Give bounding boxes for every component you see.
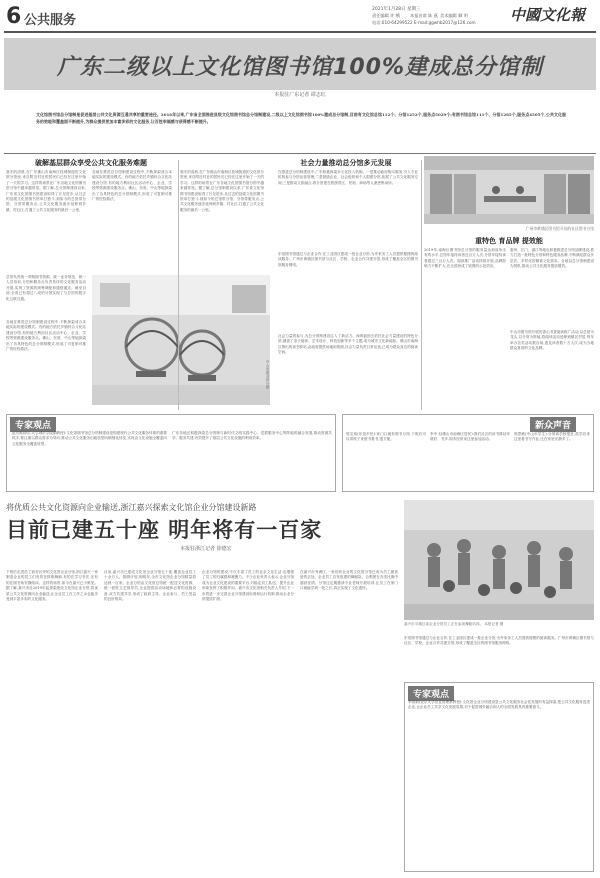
section-name: 公共服务: [24, 13, 77, 28]
header-rule: [4, 31, 596, 33]
layout-line: 美术编辑 卿 明: [440, 13, 468, 18]
col1-text-d: 各地在推进总分馆制建设过程中,不断探索适合本地实际的建设模式。有的地方依托乡镇综合文化站建设分馆,有的地方利用社区活动中心、企业、学校等资源建设服务点。佛山、东莞、中山等地探索出了各具特色的总分馆制模式,形成了可复制可推广的经验做法。: [6, 320, 86, 352]
expert-label-1: 专家观点: [10, 417, 56, 432]
date-line: 2021年1月28日 星期三: [372, 7, 421, 12]
col1-text-b: 各地在推进总分馆制建设过程中,不断探索适合本地实际的建设模式。有的地方依托乡镇综合文化站建设分馆,有的地方利用社区活动中心、企业、学校等资源建设服务点。佛山、东莞、中山等地探索出了各具特色的总分馆制模式,形成了可复制可推广的经验做法。: [92, 170, 172, 202]
col4-heading: 重特色 育品牌 提效能: [475, 237, 543, 245]
story2-title: 目前已建五十座 明年将有一百家: [6, 517, 323, 542]
reading-room-caption: 广州市黄埔区图书馆开设的社区图书分馆: [525, 226, 594, 231]
reading-room-photo: [424, 156, 594, 224]
story2-col3: 企业分馆的建设,不仅丰富了员工的业余文化生活,也增强了员工的归属感和凝聚力。不少企业负责人表示,企业分馆成为企业文化建设的重要平台,对稳定员工队伍、提升企业形象发挥了积极作用。嘉兴市文化馆相关负责人介绍,下一步将进一步完善企业分馆建设标准和运行机制,推动企业分馆提质扩面。: [202, 570, 294, 602]
col4-text-a: 2019年,南海区图书馆总分馆的服务量达到前所未有的水平,总馆年接待读者近百万人次,分馆年接待读者超过三百万人次。阅读推广活动持续开展,品牌影响力不断扩大,在全国形成了较强的示范效应。: [424, 248, 506, 269]
col2-heading: 社会力量推动总分馆多元发展: [300, 159, 392, 167]
reading-room-image: [424, 156, 594, 224]
col-divider-1: [178, 160, 179, 410]
expert-label-2: 专家观点: [408, 686, 454, 701]
story2-col2: 目前,嘉兴市已建成文化馆企业分馆五十座,覆盖企业员工十余万人。按照计划,到明年,全市文化馆企业分馆数量将达到一百家。企业分馆由文化馆总馆统一配送文化资源、统一派驻文艺指导员,企业提供活动场地和必要的设施设备,双方共建共享,形成了政府主导、企业参与、员工受益的良好格局。: [104, 570, 196, 602]
expert-text-2: 李国新(北京大学信息管理系教授):文化馆企业分馆建设是公共文化服务社会化发展的有益探索,把公共文化服务送进企业,让企业员工共享文化发展成果,对于促进城乡融合和人的全面发展具有重要意义。: [408, 700, 590, 710]
editor-line: 责任编辑 许 峨: [372, 13, 400, 18]
library-photo: [92, 275, 270, 405]
col4-text-c: 中山市图书馆开展的香山书香阅读推广活动,以总馆为龙头,以分馆为阵地,将阅读活动延伸到镇区村居,每年举办各类活动数百场,惠及读者数十万人次,成为当地群众喜爱的文化品牌。: [510, 330, 594, 351]
dance-photo-caption: 嘉兴市平湖区某企业分馆员工正在参加舞蹈培训。 本报记者 摄: [404, 622, 504, 626]
page-number: 6: [6, 4, 22, 29]
main-byline: 本报驻广东记者 谭志红: [274, 92, 326, 98]
news-text-c: 郭思敏(中山市学生):分馆离学校很近,放学后来这里看书写作业,比在家里安静多了。: [514, 432, 590, 442]
news-label: 新众声音: [530, 417, 576, 432]
expert-text-1a: 赵宗熙(浙江大学城市学院副教授):文化馆图书馆总分馆制建设是构建现代公共文化服务体系的重要抓手,要注重以群众需求为导向,推动公共文化服务由粗放型向精细化转变,实现由文化设施全覆盖向文化服务全覆盖转型。: [12, 431, 167, 446]
news-text-a: 郭宝伟(东莞市民):家门口就有图书分馆,下班后可以带孩子来借书看书,很方便。: [346, 432, 426, 442]
story2-byline: 本报驻浙江记者 徐德宏: [180, 546, 232, 552]
lead-paragraph: 文化馆图书馆总分馆制是促进基层公共文化资源互通共享的重要途径。2016年以来,广东省全面推进县级文化馆图书馆总分馆制建设,二级以上文化馆图书馆100%建成总分馆制,目前有文化馆总馆112个、分馆1252个,服务点5029个;有图书馆总馆111个、分馆1285个,服务点4505个,公共文化服务的效能和覆盖面不断提升,为群众提供更加丰富多彩的文化服务,让百姓幸福感与获得感不断提升。: [36, 112, 566, 124]
library-photo-caption: 中山市图书馆分馆: [266, 360, 270, 389]
masthead-logo: 中國文化報: [510, 6, 586, 24]
review-line: 本报首席 陈 燕: [410, 13, 438, 18]
story2-col1: 下班后走进员工宿舍区旁的文化馆企业分馆,浙江嘉兴一家制造企业的员工们有的在排练舞蹈,有的在学习书法,还有的在图书角安静阅读。这样的场景,如今在嘉兴已不鲜见。据了解,嘉兴市自2019年起探索建设文化馆企业分馆,将优质公共文化资源向企业输送,让企业员工在工作之余也能享受到丰富多彩的文化服务。: [6, 570, 98, 602]
news-text-b: 李中飞(佛山市南海区居民):我们社区的读书驿站环境好、书多,周末经常来这里参加活动。: [430, 432, 510, 442]
col1-text-a: 寒冬的清晨,在广东佛山市南海区桂城街道的文化馆分馆里,来自附近村社的居民们已经在这里开始了一天的学习。这样的场景在广东各地文化馆图书馆分馆中越来越常见。据了解,总分馆制建设以来,广东省文化馆图书馆建设取得了长足进步,从过去的县级文化馆图书馆单打独斗,到如今的总馆带分馆、分馆带服务点,公共文化服务逐步延伸到乡镇、村社区,打通了公共文化服务的最后一公里。: [6, 170, 86, 212]
story2-kicker: 将优质公共文化资源向企业输送,浙江嘉兴探索文化馆企业分馆建设新路: [6, 503, 257, 512]
col4-text-b: 惠州、江门、湛江等地也积极推进总分馆品牌建设,着力打造一批特色分馆和特色服务品牌,不断满足群众多层次、多样化的精神文化需求。各地以总分馆制建设为契机,推动公共文化服务提质增效。: [510, 248, 594, 269]
main-title: 广东二级以上文化馆图书馆100%建成总分馆制: [57, 55, 543, 80]
col1-heading: 破解基层群众享受公共文化服务难题: [35, 159, 147, 167]
col1-text-e: 寒冬的清晨,在广东佛山市南海区桂城街道的文化馆分馆里,来自附近村社的居民们已经在这里开始了一天的学习。这样的场景在广东各地文化馆图书馆分馆中越来越常见。据了解,总分馆制建设以来,广东省文化馆图书馆建设取得了长足进步,从过去的县级文化馆图书馆单打独斗,到如今的总馆带分馆、分馆带服务点,公共文化服务逐步延伸到乡镇、村社区,打通了公共文化服务的最后一公里。: [180, 170, 264, 212]
col1-text-c: 总馆负责统一采购图书资源、统一业务规范、统一人员培训,分馆和服务点负责具体的文化服务活动开展,实现了资源的统筹调配和通借通还。截至目前,全省已有超过八成的分馆实现了与总馆的数字化互联互通。: [6, 275, 86, 301]
expert-text-1b: 广东各地还积极探索总分馆制与新时代文明实践中心、党群服务中心等阵地的融合发展,推动资源共享、服务共建,有效提升了基层公共文化设施的利用效率。: [172, 431, 332, 441]
col3-text-a: 社会力量的参与,为总分馆制建设注入了新活力。深圳福田区依托社会力量建设的特色分馆,涵盖了亲子阅读、艺术设计、科技创新等多个主题,成为城市文化新地标。佛山市南海区推出的读书驿站,由政府提供场地和资源,社会力量负责日常运营,已成为群众身边的阅读空间。: [278, 334, 418, 355]
dance-class-image: [404, 500, 594, 620]
library-interior-image: [92, 275, 270, 405]
story2-col4: 在嘉兴市秀洲区,一家纺织企业的文化馆分馆已成为员工最喜爱的去处。企业员工自发组建的舞蹈队、合唱团在各类比赛中屡获佳绩。分馆还定期邀请专业老师开展培训,让员工在家门口就能学到一技之长,真正实现了文化惠民。: [300, 570, 398, 591]
col2-text-b: 东莞图书馆通过与企业合作,在工业园区建成一批企业分馆,为外来务工人员提供便捷的阅读服务。广州市黄埔区图书馆与社区、学校、企业合作共建分馆,形成了覆盖全区的图书馆服务网络。: [278, 252, 418, 267]
col2-text-a: 在推进总分馆制建设中,广东积极探索多元化投入机制。一是推动政府购买服务,引入专业机构参与分馆运营管理;二是鼓励企业、社会组织和个人捐建分馆,拓展了公共文化服务空间;三是推动文旅融合,将分馆建在旅游景区、民宿、商场等人流密集场所。: [278, 170, 418, 185]
lead-rule: [4, 153, 596, 154]
tel-line: 电话:010-64299522 E-mail:ggwhb2017@126.com: [372, 20, 476, 25]
story2-col5: 东莞图书馆通过与企业合作,在工业园区建成一批企业分馆,为外来务工人员提供便捷的阅读服务。广州市黄埔区图书馆与社区、学校、企业合作共建分馆,形成了覆盖全区的图书馆服务网络。: [404, 636, 594, 646]
dance-photo: [404, 500, 594, 620]
col-divider-2: [421, 160, 422, 410]
